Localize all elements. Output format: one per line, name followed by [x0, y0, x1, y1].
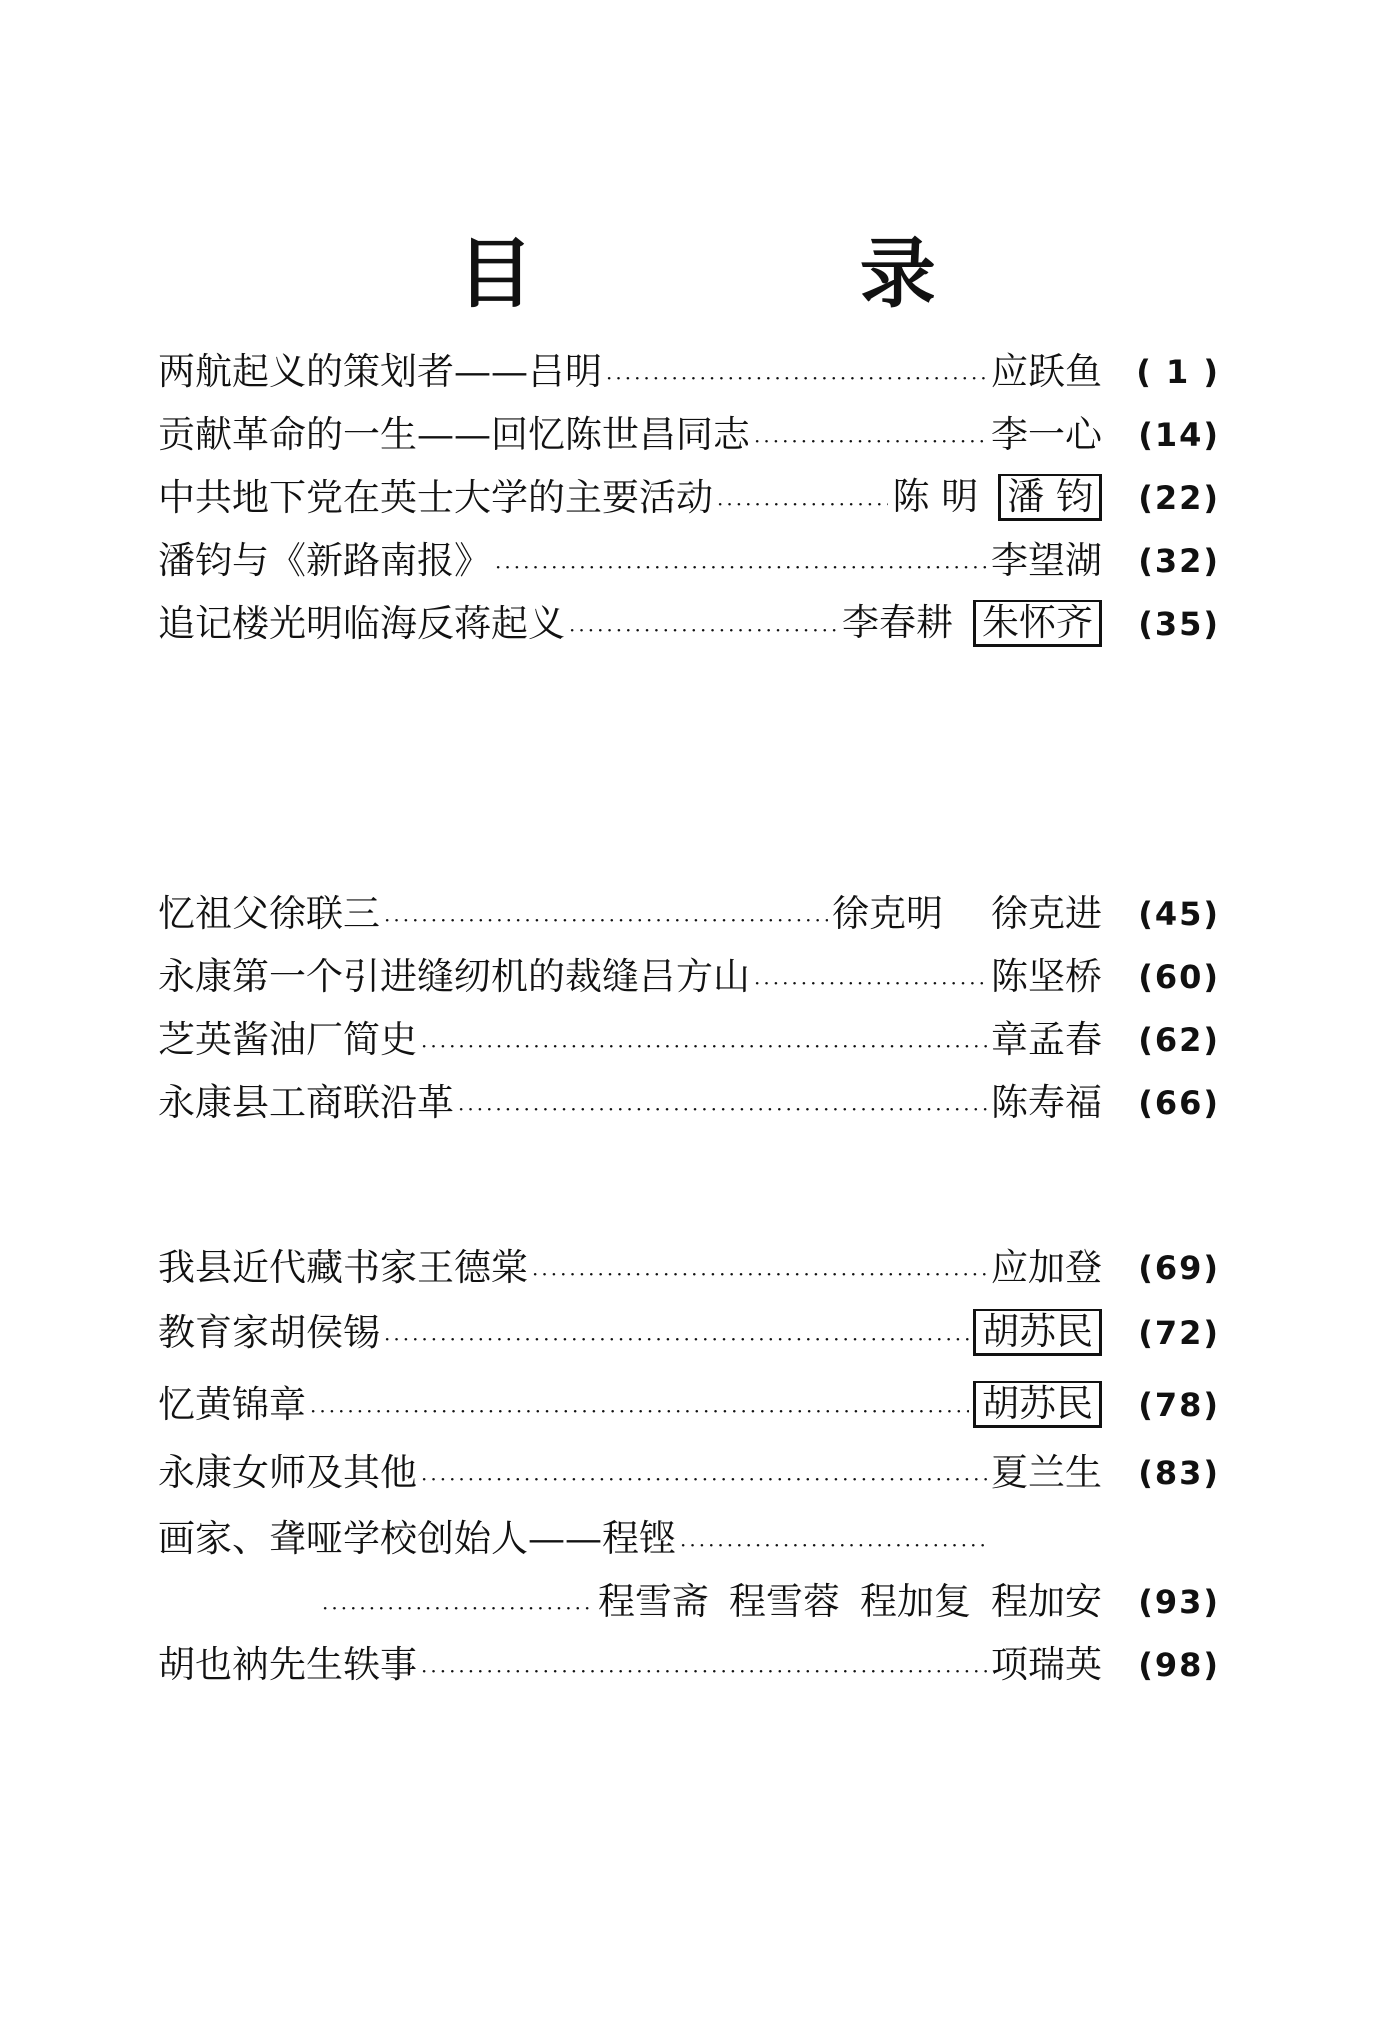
entry-author: 陈坚桥: [991, 955, 1102, 998]
leader-dots: [606, 361, 987, 395]
leader-dots: [322, 1591, 594, 1625]
toc-entry: [158, 1306, 1220, 1356]
entry-author: 应加登: [991, 1246, 1102, 1289]
boxed-author: 胡苏民: [973, 1309, 1102, 1356]
toc-entry: [158, 1378, 1220, 1428]
entry-title: 忆黄锦章: [158, 1383, 306, 1426]
entry-title: 胡也衲先生轶事: [158, 1643, 417, 1686]
leader-dots: [421, 1654, 987, 1688]
toc-entry: [158, 1638, 1220, 1688]
leader-dots: [717, 487, 888, 521]
toc-entry: [158, 887, 1220, 937]
entry-author: 项瑞英: [991, 1643, 1102, 1686]
leader-dots: [532, 1257, 987, 1291]
toc-entry: [158, 1241, 1220, 1291]
entry-author: 李望湖: [991, 539, 1102, 582]
entry-page: (83): [1138, 1454, 1220, 1492]
entry-page: (98): [1138, 1646, 1220, 1684]
entry-title: 画家、聋哑学校创始人——程铿: [158, 1517, 676, 1560]
entry-author: 陈 明 潘 钧: [892, 474, 1102, 521]
leader-dots: [384, 1322, 969, 1356]
entry-title: 追记楼光明临海反蒋起义: [158, 602, 565, 645]
entry-title: 两航起义的策划者——吕明: [158, 350, 602, 393]
toc-entry: [158, 408, 1220, 458]
boxed-author: 朱怀齐: [973, 600, 1102, 647]
toc-entry: [158, 345, 1220, 395]
entry-page: (22): [1138, 479, 1220, 517]
leader-dots: [384, 903, 828, 937]
entry-title: 我县近代藏书家王德棠: [158, 1246, 528, 1289]
entry-author: [973, 1309, 1102, 1356]
entry-author: [973, 1381, 1102, 1428]
toc-entry: [158, 534, 1220, 584]
leader-dots: [495, 550, 987, 584]
leader-dots: [569, 613, 838, 647]
leader-dots: [754, 966, 987, 1000]
entry-page: (60): [1138, 958, 1220, 996]
leader-dots: [310, 1394, 969, 1428]
entry-author: 李一心: [991, 413, 1102, 456]
entry-title: 中共地下党在英士大学的主要活动: [158, 476, 713, 519]
toc-entry: [158, 1446, 1220, 1496]
entry-page: (45): [1138, 895, 1220, 933]
toc-entry: [158, 1013, 1220, 1063]
entry-title: 贡献革命的一生——回忆陈世昌同志: [158, 413, 750, 456]
boxed-author: 潘 钧: [998, 474, 1102, 521]
entry-author: 陈寿福: [991, 1081, 1102, 1124]
entry-author: 应跃鱼: [991, 350, 1102, 393]
entry-author: 李春耕 朱怀齐: [842, 600, 1102, 647]
entry-author: 程雪斋 程雪蓉 程加复 程加安: [598, 1580, 1102, 1623]
toc-entry: [158, 1076, 1220, 1126]
boxed-author: 胡苏民: [973, 1381, 1102, 1428]
entry-title: 永康县工商联沿革: [158, 1081, 454, 1124]
toc-entry: [158, 597, 1220, 647]
entry-page: (72): [1138, 1314, 1220, 1352]
entry-title: 教育家胡侯锡: [158, 1311, 380, 1354]
toc-entry: [158, 471, 1220, 521]
leader-dots: [421, 1462, 987, 1496]
entry-title: 芝英酱油厂简史: [158, 1018, 417, 1061]
toc-entry-continuation: [318, 1575, 1220, 1625]
entry-page: (78): [1138, 1386, 1220, 1424]
entry-page: (32): [1138, 542, 1220, 580]
entry-author: 章孟春: [991, 1018, 1102, 1061]
entry-page: (35): [1138, 605, 1220, 643]
leader-dots: [458, 1092, 987, 1126]
entry-page: (93): [1138, 1583, 1220, 1621]
entry-author: 夏兰生: [991, 1451, 1102, 1494]
page-title: 目 录: [457, 229, 1086, 318]
entry-title: 永康第一个引进缝纫机的裁缝吕方山: [158, 955, 750, 998]
leader-dots: [754, 424, 987, 458]
toc-entry: [158, 950, 1220, 1000]
entry-page: (66): [1138, 1084, 1220, 1122]
entry-title: 忆祖父徐联三: [158, 892, 380, 935]
toc-entry: [158, 1512, 988, 1562]
entry-page: (14): [1138, 416, 1220, 454]
leader-dots: [421, 1029, 987, 1063]
entry-title: 永康女师及其他: [158, 1451, 417, 1494]
leader-dots: [680, 1528, 988, 1562]
entry-page: (69): [1138, 1249, 1220, 1287]
entry-page: ( 1 ): [1136, 353, 1220, 391]
entry-page: (62): [1138, 1021, 1220, 1059]
entry-author: 徐克明 徐克进: [832, 892, 1102, 935]
entry-title: 潘钧与《新路南报》: [158, 539, 491, 582]
